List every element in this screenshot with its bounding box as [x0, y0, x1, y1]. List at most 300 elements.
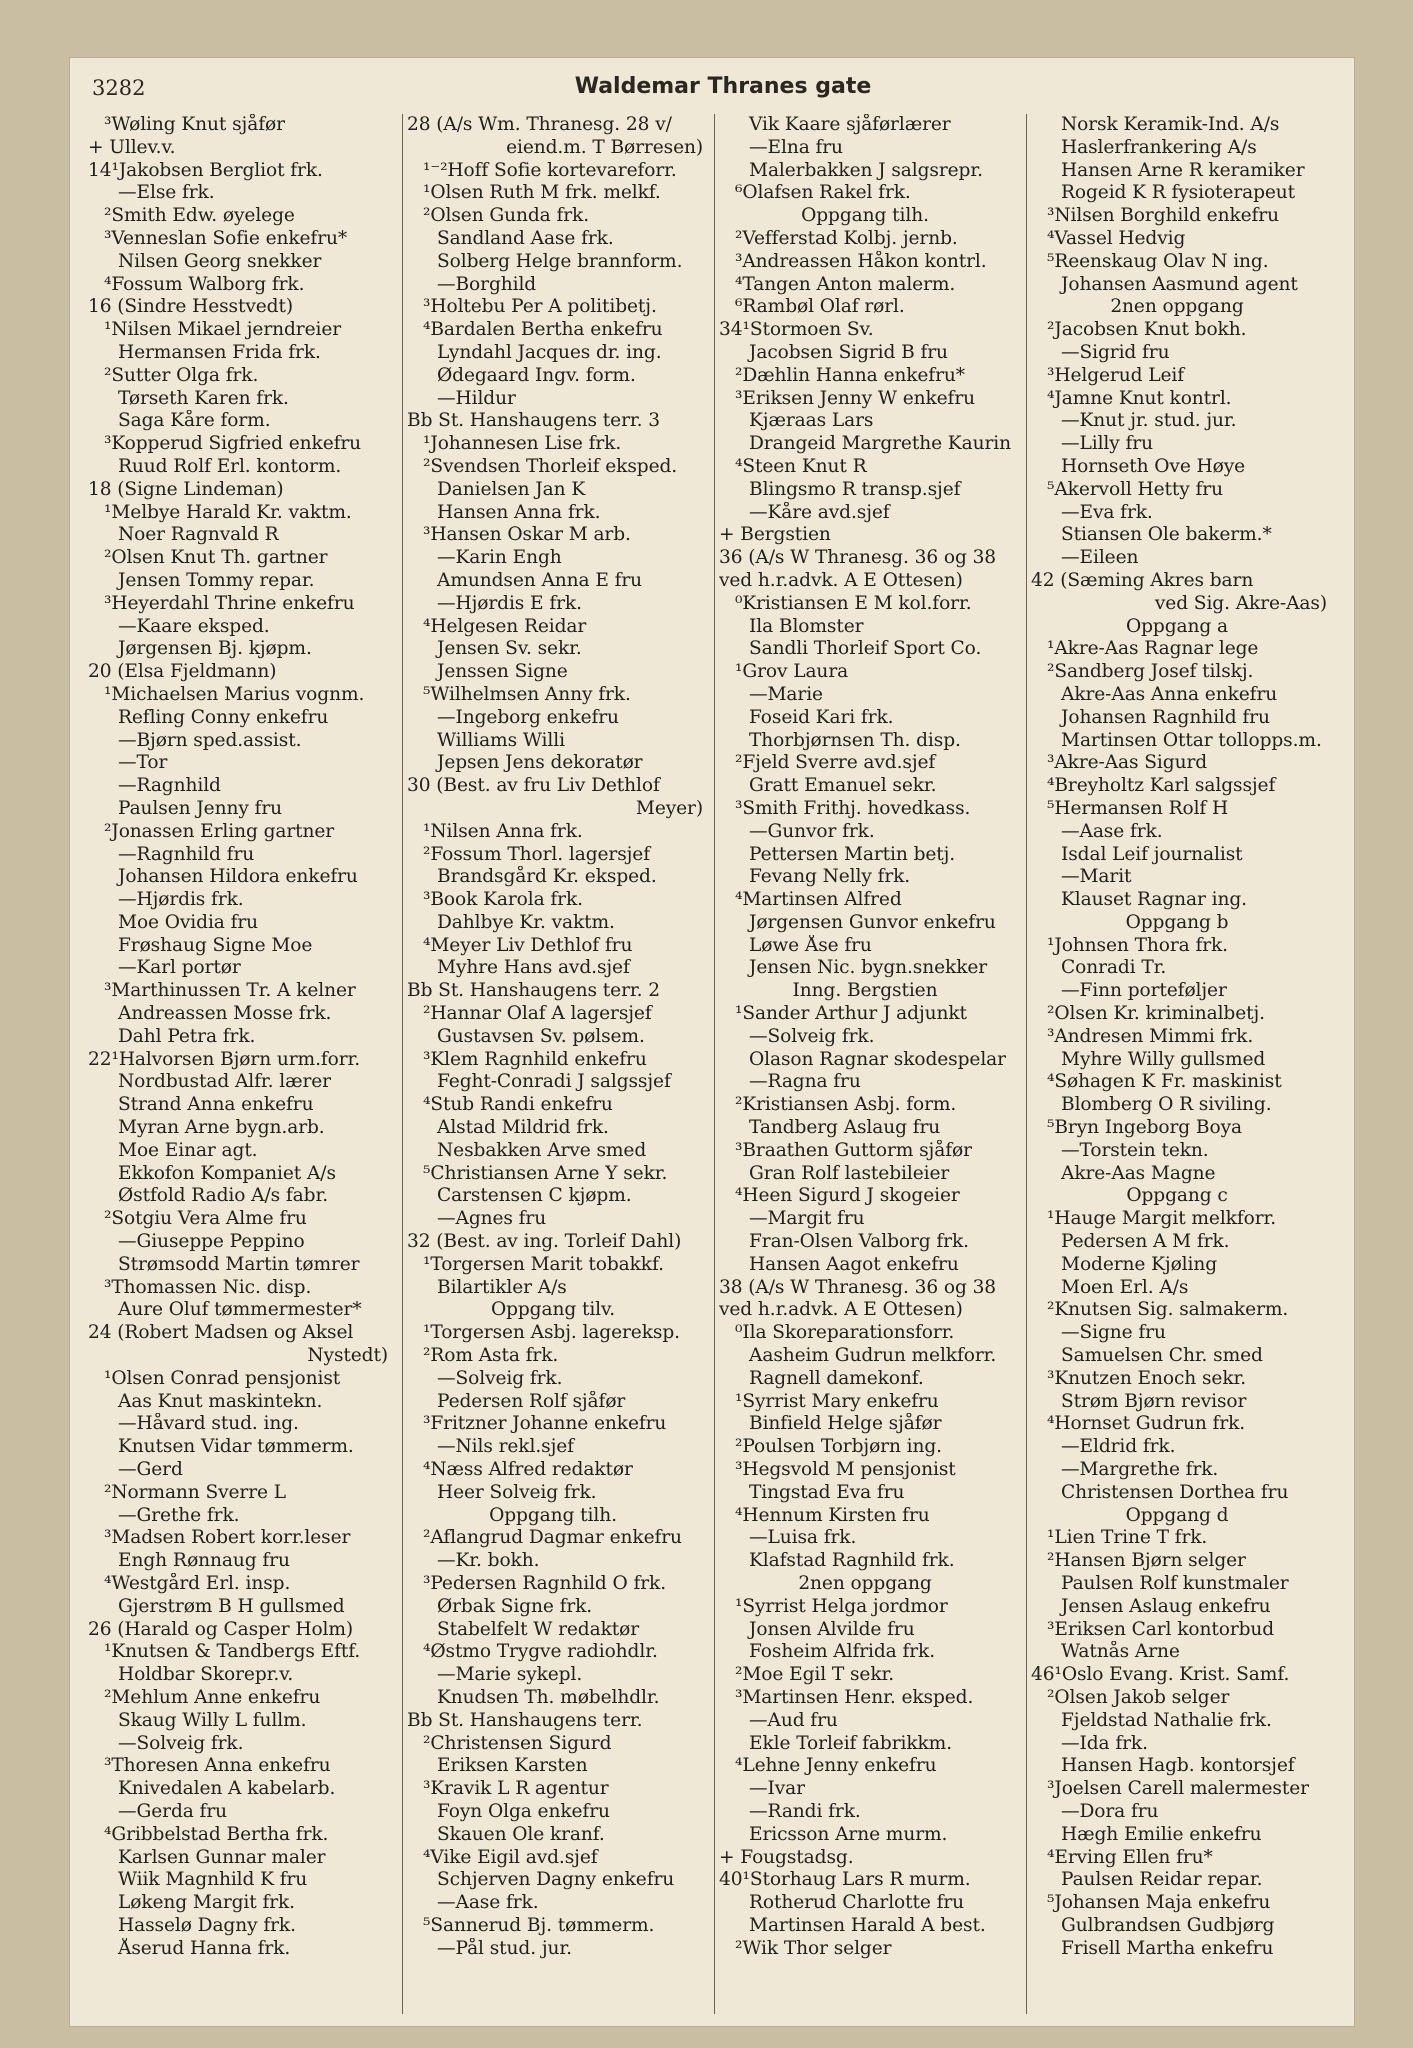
- directory-entry: Oppgang tilv.: [490, 1299, 616, 1321]
- directory-entry: Østfold Radio A/s fabr.: [118, 1185, 329, 1207]
- directory-entry: ¹⁻²Hoff Sofie kortevareforr.: [423, 159, 677, 181]
- directory-entry: ²Svendsen Thorleif eksped.: [423, 455, 678, 477]
- directory-entry: Jonsen Alvilde fru: [749, 1618, 915, 1640]
- directory-entry: 20 (Elsa Fjeldmann): [88, 661, 277, 683]
- directory-entry: Ila Blomster: [749, 615, 864, 637]
- directory-entry: 42 (Sæming Akres barn: [1031, 569, 1254, 591]
- directory-entry: ⁵Sannerud Bj. tømmerm.: [423, 1914, 655, 1936]
- directory-entry: —Karin Engh: [437, 547, 562, 569]
- directory-entry: Sandli Thorleif Sport Co.: [749, 638, 982, 660]
- directory-entry: Paulsen Jenny fru: [118, 797, 282, 819]
- directory-entry: Løwe Åse fru: [749, 934, 872, 956]
- directory-entry: Sandland Aase frk.: [437, 227, 614, 249]
- directory-entry: ⁰Ila Skoreparationsforr.: [735, 1322, 955, 1344]
- directory-entry: Ødegaard Ingv. form.: [437, 364, 636, 386]
- directory-entry: Jenssen Signe: [437, 661, 568, 683]
- directory-entry: Rotherud Charlotte fru: [749, 1892, 965, 1914]
- directory-entry: —Ivar: [749, 1778, 805, 1800]
- directory-entry: —Borghild: [437, 273, 537, 295]
- directory-page: [70, 58, 1354, 2026]
- directory-entry: ³Marthinussen Tr. A kelner: [104, 980, 356, 1002]
- directory-entry: —Ragnhild fru: [118, 843, 255, 865]
- directory-entry: Hansen Arne R keramiker: [1061, 159, 1305, 181]
- directory-entry: ²Sandberg Josef tilskj.: [1047, 661, 1254, 683]
- directory-entry: Fosheim Alfrida frk.: [749, 1641, 936, 1663]
- directory-entry: 40¹Storhaug Lars R murm.: [719, 1869, 971, 1891]
- directory-entry: Blingsmo R transp.sjef: [749, 478, 961, 500]
- directory-entry: 22¹Halvorsen Bjørn urm.forr.: [88, 1048, 361, 1070]
- directory-entry: 16 (Sindre Hesstvedt): [88, 296, 294, 318]
- directory-entry: Jensen Nic. bygn.snekker: [749, 957, 988, 979]
- directory-entry: Tandberg Aslaug fru: [749, 1117, 941, 1139]
- directory-entry: Dahlbye Kr. vaktm.: [437, 911, 615, 933]
- directory-entry: ⁴Erving Ellen fru*: [1047, 1846, 1213, 1868]
- directory-entry: ¹Olsen Ruth M frk. melkf.: [423, 182, 661, 204]
- directory-entry: ³Braathen Guttorm sjåfør: [735, 1139, 972, 1161]
- directory-entry: Danielsen Jan K: [437, 478, 586, 500]
- directory-entry: Skaug Willy L fullm.: [118, 1709, 307, 1731]
- directory-entry: Dahl Petra frk.: [118, 1025, 256, 1047]
- directory-entry: Ragnell damekonf.: [749, 1367, 924, 1389]
- directory-entry: ³Hansen Oskar M arb.: [423, 524, 631, 546]
- directory-entry: 38 (A/s W Thranesg. 36 og 38: [719, 1276, 997, 1298]
- directory-entry: Olason Ragnar skodespelar: [749, 1048, 1006, 1070]
- directory-entry: ⁴Martinsen Alfred: [735, 889, 902, 911]
- directory-entry: Johansen Aasmund agent: [1061, 273, 1298, 295]
- directory-entry: Løkeng Margit frk.: [118, 1892, 295, 1914]
- directory-entry: Saga Kåre form.: [118, 410, 271, 432]
- directory-entry: —Ragna fru: [749, 1071, 861, 1093]
- directory-entry: ³Martinsen Henr. eksped.: [735, 1686, 974, 1708]
- directory-entry: Eriksen Karsten: [437, 1755, 588, 1777]
- directory-entry: —Aud fru: [749, 1709, 838, 1731]
- directory-entry: —Margit fru: [749, 1208, 865, 1230]
- directory-entry: —Ingeborg enkefru: [437, 706, 619, 728]
- directory-entry: 26 (Harald og Casper Holm): [88, 1618, 354, 1640]
- directory-entry: Hermansen Frida frk.: [118, 341, 321, 363]
- directory-entry: ⁴Tangen Anton malerm.: [735, 273, 956, 295]
- directory-entry: ⁴Søhagen K Fr. maskinist: [1047, 1071, 1282, 1093]
- directory-entry: ²Smith Edw. øyelege: [104, 205, 295, 227]
- directory-entry: Moderne Kjøling: [1061, 1253, 1218, 1275]
- directory-entry: —Signe fru: [1061, 1322, 1166, 1344]
- directory-entry: ⁴Vike Eigil avd.sjef: [423, 1846, 598, 1868]
- directory-entry: Bb St. Hanshaugens terr. 2: [407, 980, 660, 1002]
- directory-entry: Holdbar Skorepr.v.: [118, 1664, 294, 1686]
- directory-entry: ²Olsen Jakob selger: [1047, 1686, 1230, 1708]
- directory-entry: ²Mehlum Anne enkefru: [104, 1686, 321, 1708]
- directory-entry: —Eva frk.: [1061, 501, 1153, 523]
- directory-entry: ¹Syrrist Mary enkefru: [735, 1390, 939, 1412]
- directory-entry: ¹Nilsen Anna frk.: [423, 820, 583, 842]
- directory-entry: Rogeid K R fysioterapeut: [1061, 182, 1296, 204]
- directory-entry: ²Olsen Kr. kriminalbetj.: [1047, 1003, 1265, 1025]
- directory-entry: Hægh Emilie enkefru: [1061, 1823, 1262, 1845]
- directory-entry: ¹Melbye Harald Kr. vaktm.: [104, 501, 352, 523]
- directory-entry: Akre-Aas Magne: [1061, 1162, 1216, 1184]
- directory-entry: —Nils rekl.sjef: [437, 1436, 574, 1458]
- directory-entry: ³Kopperud Sigfried enkefru: [104, 433, 362, 455]
- directory-entry: ¹Johannesen Lise frk.: [423, 433, 622, 455]
- directory-entry: Klafstad Ragnhild frk.: [749, 1550, 955, 1572]
- directory-entry: Jensen Sv. sekr.: [437, 638, 582, 660]
- directory-entry: Meyer): [635, 797, 703, 819]
- directory-entry: Hornseth Ove Høye: [1061, 455, 1246, 477]
- directory-entry: ³Eriksen Jenny W enkefru: [735, 387, 975, 409]
- column-4: [1026, 114, 1333, 2014]
- directory-entry: Skauen Ole kranf.: [437, 1823, 605, 1845]
- directory-entry: —Gunvor frk.: [749, 820, 875, 842]
- directory-entry: ²Aflangrud Dagmar enkefru: [423, 1527, 682, 1549]
- directory-entry: ⁴Østmo Trygve radiohdlr.: [423, 1641, 658, 1663]
- directory-entry: ³Kravik L R agentur: [423, 1778, 609, 1800]
- directory-entry: ⁶Olafsen Rakel frk.: [735, 182, 911, 204]
- directory-entry: Oppgang b: [1125, 911, 1229, 933]
- directory-entry: Malerbakken J salgsrepr.: [749, 159, 983, 181]
- directory-entry: ⁵Reenskaug Olav N ing.: [1047, 250, 1269, 272]
- directory-entry: ³Venneslan Sofie enkefru*: [104, 227, 348, 249]
- directory-entry: ³Hegsvold M pensjonist: [735, 1459, 956, 1481]
- directory-entry: Strand Anna enkefru: [118, 1094, 314, 1116]
- directory-entry: Bb St. Hanshaugens terr. 3: [407, 410, 660, 432]
- directory-entry: Thorbjørnsen Th. disp.: [749, 729, 961, 751]
- directory-entry: ⁴Steen Knut R: [735, 455, 867, 477]
- directory-entry: —Hjørdis E frk.: [437, 592, 582, 614]
- directory-entry: —Hildur: [437, 387, 516, 409]
- directory-entry: 30 (Best. av fru Liv Dethlof: [407, 775, 660, 797]
- directory-entry: ¹Olsen Conrad pensjonist: [104, 1367, 341, 1389]
- directory-entry: ²Vefferstad Kolbj. jernb.: [735, 227, 958, 249]
- directory-entry: ³Thoresen Anna enkefru: [104, 1755, 331, 1777]
- directory-entry: Wiik Magnhild K fru: [118, 1869, 308, 1891]
- directory-entry: Knudsen Th. møbelhdlr.: [437, 1686, 660, 1708]
- directory-entry: Knutsen Vidar tømmerm.: [118, 1436, 354, 1458]
- directory-entry: Fran-Olsen Valborg frk.: [749, 1231, 969, 1253]
- directory-entry: Isdal Leif journalist: [1061, 843, 1243, 865]
- directory-entry: Christensen Dorthea fru: [1061, 1481, 1289, 1503]
- directory-entry: —Marie sykepl.: [437, 1664, 583, 1686]
- directory-entry: Aas Knut maskintekn.: [118, 1390, 323, 1412]
- directory-entry: Kjæraas Lars: [749, 410, 874, 432]
- directory-entry: ⁴Næss Alfred redaktør: [423, 1459, 633, 1481]
- directory-entry: Haslerfrankering A/s: [1061, 136, 1257, 158]
- directory-entry: Pettersen Martin betj.: [749, 843, 956, 865]
- directory-entry: Fevang Nelly frk.: [749, 866, 911, 888]
- column-1: [88, 114, 394, 2014]
- directory-entry: —Luisa frk.: [749, 1527, 857, 1549]
- directory-entry: ⁴Stub Randi enkefru: [423, 1094, 613, 1116]
- directory-entry: ³Knutzen Enoch sekr.: [1047, 1367, 1247, 1389]
- directory-entry: —Kr. bokh.: [437, 1550, 540, 1572]
- directory-entry: —Gerd: [118, 1459, 183, 1481]
- directory-entry: —Tor: [118, 752, 168, 774]
- directory-entry: 2nen oppgang: [798, 1573, 932, 1594]
- directory-entry: Paulsen Rolf kunstmaler: [1061, 1573, 1289, 1594]
- directory-entry: Oppgang c: [1126, 1185, 1228, 1207]
- directory-entry: ⁴Hornset Gudrun frk.: [1047, 1413, 1246, 1435]
- directory-entry: —Pål stud. jur.: [437, 1937, 572, 1959]
- directory-entry: Akre-Aas Anna enkefru: [1061, 683, 1278, 705]
- directory-entry: ³Andresen Mimmi frk.: [1047, 1025, 1254, 1047]
- directory-entry: Hansen Hagb. kontorsjef: [1061, 1755, 1295, 1777]
- directory-entry: ²Sutter Olga frk.: [104, 364, 259, 386]
- directory-entry: —Håvard stud. ing.: [118, 1413, 299, 1435]
- directory-entry: —Solveig frk.: [749, 1025, 875, 1047]
- directory-entry: ²Olsen Knut Th. gartner: [104, 547, 328, 569]
- directory-entry: —Lilly fru: [1061, 433, 1153, 455]
- directory-entry: Johansen Hildora enkefru: [118, 866, 358, 888]
- directory-entry: ⁵Hermansen Rolf H: [1047, 797, 1229, 819]
- directory-entry: 46¹Oslo Evang. Krist. Samf.: [1031, 1664, 1290, 1686]
- directory-entry: —Grethe frk.: [118, 1504, 240, 1526]
- directory-entry: ³Pedersen Ragnhild O frk.: [423, 1573, 667, 1594]
- directory-entry: ⁴Gribbelstad Bertha frk.: [104, 1823, 329, 1845]
- directory-entry: —Eldrid frk.: [1061, 1436, 1176, 1458]
- directory-entry: Bb St. Hanshaugens terr.: [407, 1709, 643, 1731]
- directory-entry: Tørseth Karen frk.: [118, 387, 289, 409]
- directory-entry: —Margrethe frk.: [1061, 1459, 1219, 1481]
- directory-entry: Samuelsen Chr. smed: [1061, 1345, 1263, 1367]
- directory-entry: Watnås Arne: [1061, 1641, 1180, 1663]
- directory-entry: ¹Sander Arthur J adjunkt: [735, 1003, 967, 1025]
- directory-entry: Hansen Anna frk.: [437, 501, 601, 523]
- directory-entry: ⁴Bardalen Bertha enkefru: [423, 319, 663, 341]
- page-number: 3282: [92, 76, 146, 100]
- directory-entry: Vik Kaare sjåførlærer: [749, 114, 951, 135]
- directory-entry: Williams Willi: [437, 729, 565, 751]
- directory-entry: Ekkofon Kompaniet A/s: [118, 1162, 336, 1184]
- directory-entry: Jørgensen Gunvor enkefru: [749, 911, 996, 933]
- directory-entry: Jensen Tommy repar.: [118, 569, 315, 591]
- directory-entry: 18 (Signe Lindeman): [88, 478, 284, 500]
- directory-entry: —Elna fru: [749, 136, 843, 158]
- directory-entry: —Kaare eksped.: [118, 615, 270, 637]
- directory-entry: Oppgang tilh.: [489, 1504, 617, 1526]
- directory-entry: Lyndahl Jacques dr. ing.: [437, 341, 662, 363]
- directory-entry: ²Hansen Bjørn selger: [1047, 1550, 1246, 1572]
- directory-entry: Engh Rønnaug fru: [118, 1550, 290, 1572]
- directory-entry: Andreassen Mosse frk.: [118, 1003, 332, 1025]
- directory-entry: Moe Ovidia fru: [118, 911, 259, 933]
- directory-entry: —Torstein tekn.: [1061, 1139, 1209, 1161]
- directory-entry: Myhre Willy gullsmed: [1061, 1048, 1266, 1070]
- directory-entry: Norsk Keramik-Ind. A/s: [1061, 114, 1280, 135]
- directory-entry: ²Rom Asta frk.: [423, 1345, 559, 1367]
- directory-entry: Blomberg O R siviling.: [1061, 1094, 1272, 1116]
- directory-entry: Feght-Conradi J salgssjef: [437, 1071, 671, 1093]
- directory-entry: Knivedalen A kabelarb.: [118, 1778, 336, 1800]
- directory-entry: ved h.r.advk. A E Ottesen): [719, 1299, 963, 1321]
- directory-entry: —Giuseppe Peppino: [118, 1231, 305, 1253]
- directory-entry: —Knut jr. stud. jur.: [1061, 410, 1237, 432]
- directory-entry: ¹Johnsen Thora frk.: [1047, 934, 1228, 956]
- directory-entry: Foyn Olga enkefru: [437, 1800, 610, 1822]
- directory-entry: Moe Einar agt.: [118, 1139, 258, 1161]
- directory-entry: Ruud Rolf Erl. kontorm.: [118, 455, 342, 477]
- directory-entry: ²Wik Thor selger: [735, 1937, 892, 1959]
- directory-entry: ²Sotgiu Vera Alme fru: [104, 1208, 307, 1230]
- directory-entry: Myhre Hans avd.sjef: [437, 957, 630, 979]
- directory-entry: —Randi frk.: [749, 1800, 861, 1822]
- directory-entry: ⁵Christiansen Arne Y sekr.: [423, 1162, 668, 1184]
- directory-entry: Refling Conny enkefru: [118, 706, 329, 728]
- directory-entry: ⁴Breyholtz Karl salgssjef: [1047, 775, 1276, 797]
- directory-entry: ¹Michaelsen Marius vognm.: [104, 683, 365, 705]
- directory-entry: —Solveig frk.: [437, 1367, 563, 1389]
- directory-entry: —Else frk.: [118, 182, 215, 204]
- directory-entry: ²Normann Sverre L: [104, 1481, 286, 1503]
- column-3: [714, 114, 1021, 2014]
- directory-entry: ²Christensen Sigurd: [423, 1732, 612, 1754]
- directory-entry: Aure Oluf tømmermester*: [118, 1299, 362, 1321]
- directory-entry: ³Thomassen Nic. disp.: [104, 1276, 312, 1298]
- directory-entry: Gratt Emanuel sekr.: [749, 775, 937, 797]
- directory-entry: Klauset Ragnar ing.: [1061, 889, 1247, 911]
- directory-entry: Alstad Mildrid frk.: [437, 1117, 609, 1139]
- directory-entry: Ericsson Arne murm.: [749, 1823, 948, 1845]
- directory-entry: Drangeid Margrethe Kaurin: [749, 433, 1011, 455]
- directory-entry: ¹Torgersen Asbj. lagereksp.: [423, 1322, 680, 1344]
- directory-entry: Jepsen Jens dekoratør: [437, 752, 643, 774]
- directory-entry: ²Hannar Olaf A lagersjef: [423, 1003, 652, 1025]
- directory-entry: Johansen Ragnhild fru: [1061, 706, 1270, 728]
- directory-entry: Oppgang a: [1125, 615, 1228, 637]
- directory-entry: Martinsen Ottar tollopps.m.: [1061, 729, 1322, 751]
- directory-entry: ⁴Vassel Hedvig: [1047, 227, 1186, 249]
- directory-entry: Nesbakken Arve smed: [437, 1139, 647, 1161]
- directory-entry: ⁵Akervoll Hetty fru: [1047, 478, 1223, 500]
- directory-entry: Myran Arne bygn.arb.: [118, 1117, 325, 1139]
- directory-entry: 14¹Jakobsen Bergliot frk.: [88, 159, 323, 181]
- directory-entry: —Sigrid fru: [1061, 341, 1170, 363]
- directory-entry: Oppgang tilh.: [801, 205, 929, 227]
- directory-entry: ³Madsen Robert korr.leser: [104, 1527, 351, 1549]
- directory-columns: [88, 114, 1338, 2014]
- directory-entry: Jacobsen Sigrid B fru: [749, 341, 948, 363]
- directory-entry: ⁵Bryn Ingeborg Boya: [1047, 1117, 1242, 1139]
- directory-entry: Stiansen Ole bakerm.*: [1061, 524, 1272, 546]
- directory-entry: Foseid Kari frk.: [749, 706, 894, 728]
- directory-entry: Gran Rolf lastebileier: [749, 1162, 950, 1184]
- directory-entry: Strøm Bjørn revisor: [1061, 1390, 1247, 1412]
- directory-entry: —Hjørdis frk.: [118, 889, 244, 911]
- directory-entry: ²Kristiansen Asbj. form.: [735, 1094, 957, 1116]
- directory-entry: Pedersen A M frk.: [1061, 1231, 1230, 1253]
- directory-entry: ¹Torgersen Marit tobakkf.: [423, 1253, 664, 1275]
- directory-entry: ³Wøling Knut sjåfør: [104, 114, 285, 135]
- directory-entry: ³Smith Frithj. hovedkass.: [735, 797, 971, 819]
- directory-entry: Heer Solveig frk.: [437, 1481, 597, 1503]
- directory-entry: ³Nilsen Borghild enkefru: [1047, 205, 1279, 227]
- directory-entry: —Agnes fru: [437, 1208, 547, 1230]
- directory-entry: 2nen oppgang: [1110, 296, 1244, 318]
- page-title: Waldemar Thranes gate: [574, 74, 872, 99]
- page-header: [92, 70, 1354, 110]
- directory-entry: —Aase frk.: [437, 1892, 539, 1914]
- directory-entry: ³Joelsen Carell malermester: [1047, 1778, 1309, 1800]
- directory-entry: ¹Knutsen & Tandbergs Eftf.: [104, 1641, 361, 1663]
- directory-entry: ⁶Rambøl Olaf rørl.: [735, 296, 905, 318]
- directory-entry: Stabelfelt W redaktør: [437, 1618, 639, 1640]
- directory-entry: Oppgang d: [1125, 1504, 1229, 1526]
- directory-entry: ⁴Helgesen Reidar: [423, 615, 587, 637]
- directory-entry: ¹Grov Laura: [735, 661, 849, 683]
- directory-entry: Karlsen Gunnar maler: [118, 1846, 326, 1868]
- directory-entry: —Marit: [1061, 866, 1132, 888]
- directory-entry: ²Poulsen Torbjørn ing.: [735, 1436, 942, 1458]
- directory-entry: ¹Hauge Margit melkforr.: [1047, 1208, 1277, 1230]
- directory-entry: Hansen Aagot enkefru: [749, 1253, 959, 1275]
- directory-entry: ¹Lien Trine T frk.: [1047, 1527, 1208, 1549]
- directory-entry: 24 (Robert Madsen og Aksel: [88, 1322, 354, 1344]
- directory-entry: ²Dæhlin Hanna enkefru*: [735, 364, 965, 386]
- directory-entry: ⁴Fossum Walborg frk.: [104, 273, 305, 295]
- directory-entry: —Ragnhild: [118, 775, 221, 797]
- directory-entry: Brandsgård Kr. eksped.: [437, 866, 657, 888]
- directory-entry: —Aase frk.: [1061, 820, 1163, 842]
- directory-entry: Nystedt): [307, 1345, 388, 1367]
- directory-entry: Paulsen Reidar repar.: [1061, 1869, 1263, 1891]
- directory-entry: ⁴Hennum Kirsten fru: [735, 1504, 930, 1526]
- directory-entry: eiend.m. T Børresen): [506, 136, 703, 158]
- directory-entry: ⁴Lehne Jenny enkefru: [735, 1755, 937, 1777]
- directory-entry: Åserud Hanna frk.: [118, 1937, 291, 1959]
- directory-entry: ²Fossum Thorl. lagersjef: [423, 843, 650, 865]
- directory-entry: —Dora fru: [1061, 1800, 1159, 1822]
- directory-entry: ⁵Wilhelmsen Anny frk.: [423, 683, 631, 705]
- directory-entry: + Bergstien: [719, 524, 831, 546]
- directory-entry: ³Helgerud Leif: [1047, 364, 1184, 386]
- directory-entry: Gjerstrøm B H gullsmed: [118, 1595, 345, 1617]
- directory-entry: Ørbak Signe frk.: [437, 1595, 593, 1617]
- directory-entry: 32 (Best. av ing. Torleif Dahl): [407, 1231, 682, 1253]
- directory-entry: Frøshaug Signe Moe: [118, 934, 313, 956]
- directory-entry: ved Sig. Akre-Aas): [1154, 592, 1327, 614]
- directory-entry: ²Jacobsen Knut bokh.: [1047, 319, 1247, 341]
- directory-entry: Amundsen Anna E fru: [437, 569, 643, 591]
- directory-entry: ¹Akre-Aas Ragnar lege: [1047, 638, 1259, 660]
- directory-entry: —Kåre avd.sjef: [749, 501, 890, 523]
- directory-entry: ²Knutsen Sig. salmakerm.: [1047, 1299, 1289, 1321]
- directory-entry: Strømsodd Martin tømrer: [118, 1253, 360, 1275]
- directory-entry: —Karl portør: [118, 957, 241, 979]
- directory-entry: ³Akre-Aas Sigurd: [1047, 752, 1208, 774]
- directory-entry: Pedersen Rolf sjåfør: [437, 1390, 626, 1412]
- directory-entry: —Eileen: [1061, 547, 1139, 569]
- directory-entry: ³Heyerdahl Thrine enkefru: [104, 592, 355, 614]
- directory-entry: Schjerven Dagny enkefru: [437, 1869, 675, 1891]
- directory-entry: Aasheim Gudrun melkforr.: [749, 1345, 997, 1367]
- directory-entry: Jørgensen Bj. kjøpm.: [118, 638, 312, 660]
- directory-entry: ²Olsen Gunda frk.: [423, 205, 590, 227]
- directory-entry: Nilsen Georg snekker: [118, 250, 322, 272]
- directory-entry: + Fougstadsg.: [719, 1846, 854, 1868]
- directory-entry: Noer Ragnvald R: [118, 524, 279, 546]
- directory-entry: Martinsen Harald A best.: [749, 1914, 986, 1936]
- directory-entry: 34¹Stormoen Sv.: [719, 319, 874, 341]
- directory-entry: Carstensen C kjøpm.: [437, 1185, 632, 1207]
- directory-entry: —Gerda fru: [118, 1800, 227, 1822]
- directory-entry: ²Fjeld Sverre avd.sjef: [735, 752, 936, 774]
- directory-entry: ⁴Westgård Erl. insp.: [104, 1573, 291, 1594]
- directory-entry: ³Klem Ragnhild enkefru: [423, 1048, 647, 1070]
- directory-entry: + Ullev.v.: [88, 136, 176, 158]
- directory-entry: ³Andreassen Håkon kontrl.: [735, 250, 987, 272]
- directory-entry: ²Jonassen Erling gartner: [104, 820, 335, 842]
- directory-entry: Conradi Tr.: [1061, 957, 1167, 979]
- column-2: [402, 114, 709, 2014]
- directory-entry: ¹Syrrist Helga jordmor: [735, 1595, 948, 1617]
